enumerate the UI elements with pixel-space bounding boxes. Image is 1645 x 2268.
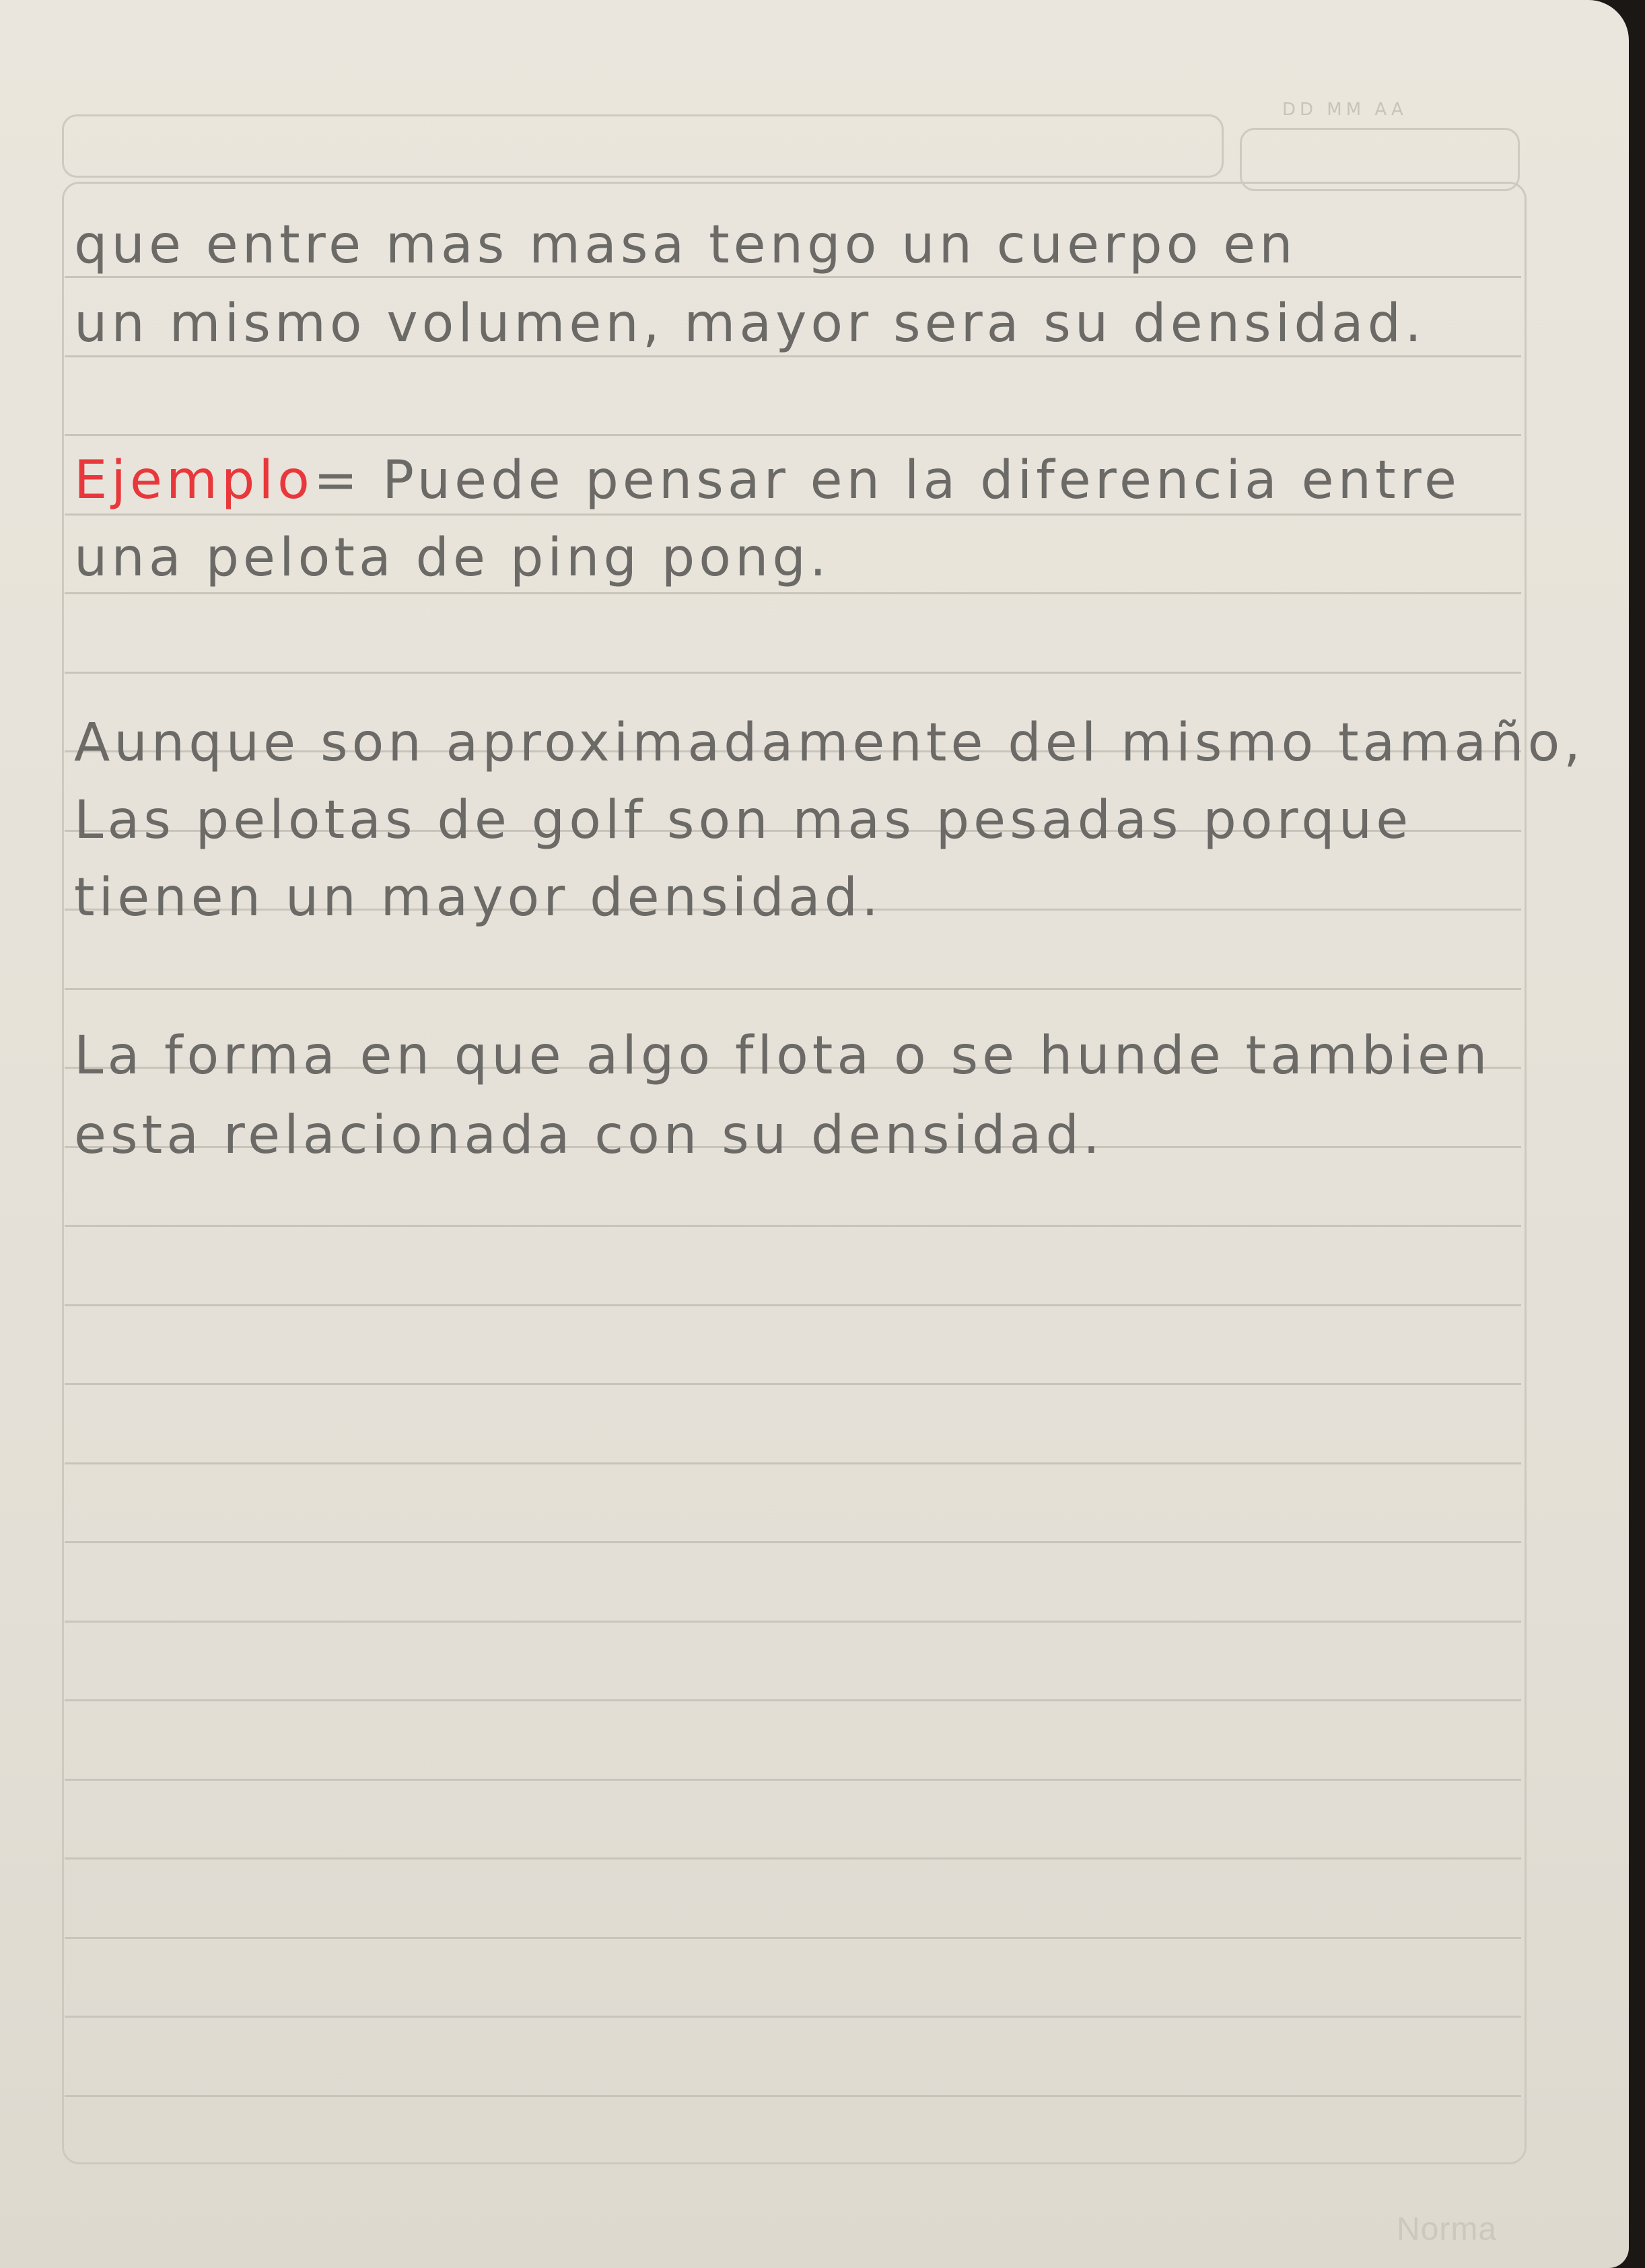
ruled-line [65,513,1521,516]
ruled-line [65,355,1521,357]
ruled-line [65,1462,1521,1464]
example-label: Ejemplo [74,450,314,511]
handwritten-line: Las pelotas de golf son mas pesadas porque [74,790,1413,851]
example-text: = Puede pensar en la diferencia entre [313,450,1461,511]
ruled-line [65,1779,1521,1781]
handwritten-line: La forma en que algo flota o se hunde tambien [74,1026,1492,1086]
ruled-line [65,1857,1521,1859]
ruled-line [65,1225,1521,1227]
ruled-line [65,592,1521,594]
handwritten-line: un mismo volumen, mayor sera su densidad. [74,293,1426,354]
handwritten-line-example [74,450,1461,511]
handwritten-line: una pelota de ping pong. [74,528,831,588]
ruled-line [65,1937,1521,1939]
brand-logo: Norma [1397,2211,1498,2247]
ruled-line [65,434,1521,436]
ruled-line [65,2095,1521,2097]
handwritten-line: esta relacionada con su densidad. [74,1105,1104,1166]
ruled-line [65,1383,1521,1385]
ruled-line [65,1304,1521,1306]
ruled-line [65,1621,1521,1623]
handwritten-line: tienen un mayor densidad. [74,867,882,928]
ruled-line [65,1541,1521,1543]
handwritten-line: que entre mas masa tengo un cuerpo en [74,215,1297,275]
ruled-line [65,1699,1521,1701]
ruled-line [65,672,1521,674]
ruled-line [65,276,1521,278]
ruled-line [65,988,1521,990]
header-title-field [62,114,1224,178]
handwritten-line: Aunque son aproximadamente del mismo tamaño, [74,713,1585,773]
ruled-line [65,2016,1521,2018]
date-format-marks: DD MM AA [1282,100,1407,120]
